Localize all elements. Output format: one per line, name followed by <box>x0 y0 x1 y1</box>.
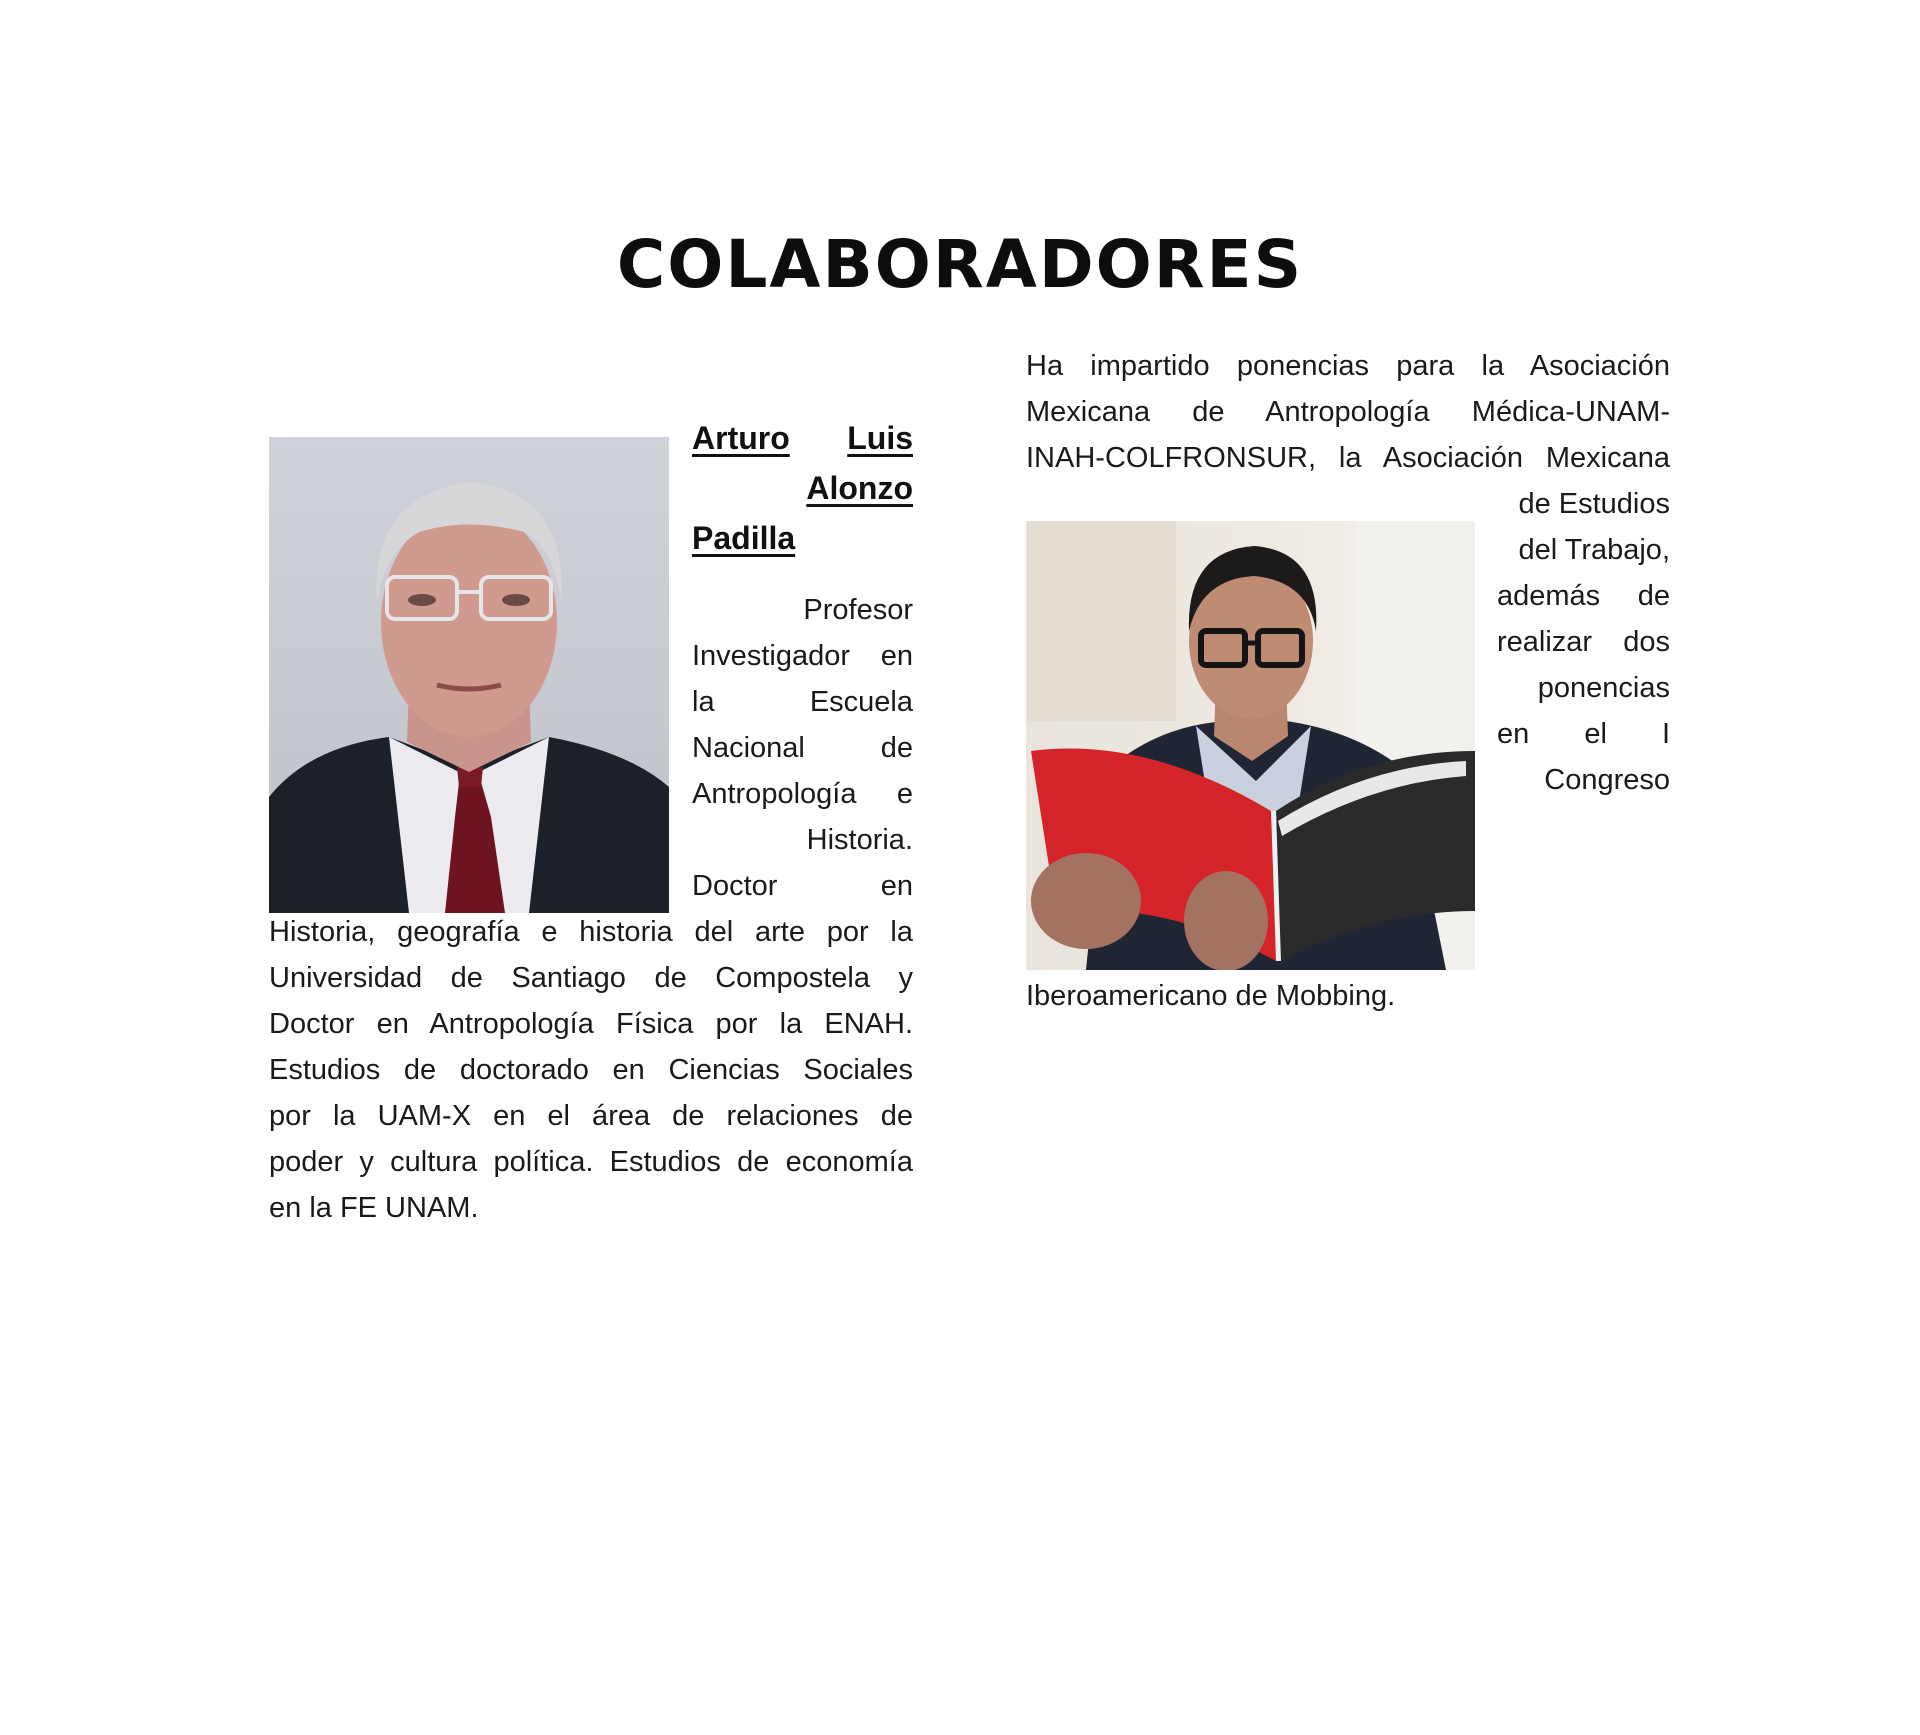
author-name-arturo: Arturo Luis Alonzo Padilla <box>692 420 913 556</box>
bio-full-text-arturo: Historia, geografía e historia del arte por la Universidad de Santiago de Compostela y Doctor en Antropología Física por la ENAH. Estudios de doctorado en Ciencias Sociales por la UAM-X en el área de relaciones de poder y cultura política. Estudios de economía en la FE UNAM. <box>269 916 913 1224</box>
bio-side-text-arturo: Profesor Investigador en la Escuela Nacional de Antropología e Historia. Doctor en <box>692 594 913 902</box>
bio-side-text-right: de Estudios del Trabajo, además de realizar dos ponencias en el I Congreso <box>1497 488 1670 796</box>
bio-last-line-right: Iberoamericano de Mobbing. <box>1026 980 1396 1012</box>
portrait-photo-reading <box>1026 521 1475 970</box>
bio-top-text-right: Ha impartido ponencias para la Asociación Mexicana de Antropología Médica-UNAM- INAH-COLFRONSUR, la Asociación Mexicana <box>1026 350 1670 474</box>
portrait-photo-arturo <box>269 437 669 913</box>
page-title: COLABORADORES <box>616 226 1304 303</box>
